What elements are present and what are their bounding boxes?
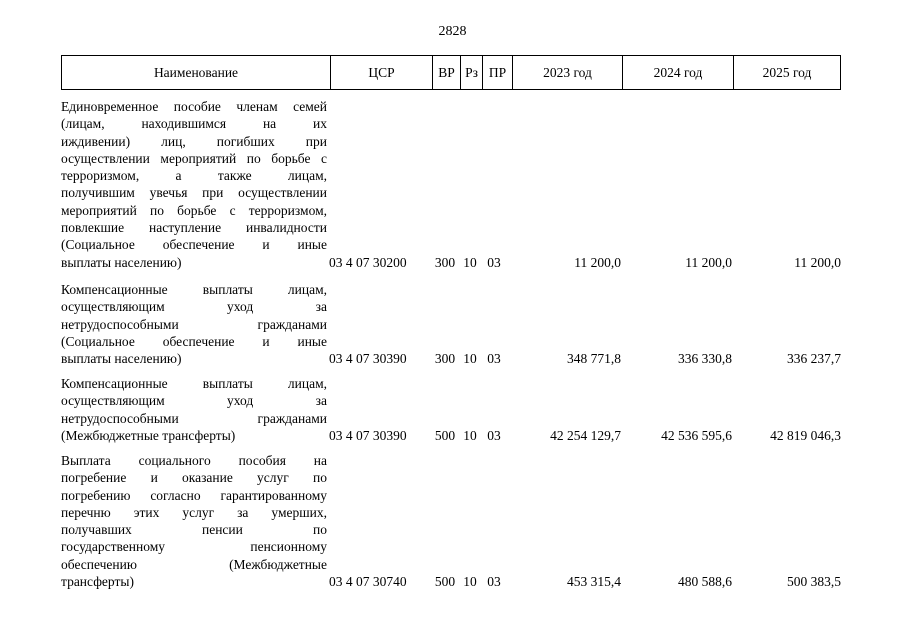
name-line: получившим увечья при осуществлении (61, 185, 327, 201)
cell-2025: 11 200,0 (794, 254, 841, 270)
cell-pr: 03 (487, 351, 501, 367)
header-pr: ПР (482, 56, 512, 89)
name-line: выплаты населению) (61, 254, 182, 270)
name-line: погребение и оказание услуг по (61, 470, 327, 486)
name-line: Единовременное пособие членам семей (61, 99, 327, 114)
cell-vr: 500 (434, 574, 456, 590)
row-name (61, 281, 327, 367)
page-number: 2828 (438, 24, 467, 39)
name-line: (лицам, находившимся на их (61, 116, 327, 132)
cell-rz: 10 (463, 427, 477, 443)
name-line: осуществляющим уход за (61, 393, 327, 409)
name-line: погребению согласно гарантированному (61, 487, 327, 503)
cell-vr: 300 (434, 351, 456, 367)
cell-2023: 11 200,0 (574, 254, 621, 270)
header-vr: ВР (432, 56, 460, 89)
name-line: (Межбюджетные трансферты) (61, 427, 236, 443)
row-name (61, 452, 327, 590)
row-name (61, 98, 327, 271)
name-line: иждивении) лиц, погибших при (61, 133, 327, 149)
name-line: выплаты населению) (61, 351, 182, 367)
header-2023: 2023 год (512, 56, 622, 89)
cell-vr: 300 (434, 254, 456, 270)
name-line: осуществлении мероприятий по борьбе с (61, 150, 327, 166)
name-line: государственному пенсионному (61, 539, 327, 555)
cell-2025: 500 383,5 (787, 574, 841, 590)
table-header (61, 55, 841, 90)
cell-2023: 453 315,4 (567, 574, 621, 590)
cell-2024: 42 536 595,6 (661, 427, 732, 443)
name-line: перечню этих услуг за умерших, (61, 504, 327, 520)
name-line: осуществляющим уход за (61, 299, 327, 315)
name-line: нетрудоспособными гражданами (61, 410, 327, 426)
name-line: Компенсационные выплаты лицам, (61, 282, 327, 297)
cell-2025: 42 819 046,3 (770, 427, 841, 443)
cell-pr: 03 (487, 254, 501, 270)
name-line: мероприятий по борьбе с терроризмом, (61, 202, 327, 218)
name-line: обеспечению (Межбюджетные (61, 556, 327, 572)
cell-vr: 500 (434, 427, 456, 443)
cell-csr: 03 4 07 30200 (329, 254, 407, 270)
header-name: Наименование (153, 65, 239, 80)
header-2024: 2024 год (622, 56, 733, 89)
cell-pr: 03 (487, 574, 501, 590)
cell-2024: 11 200,0 (685, 254, 732, 270)
cell-2023: 42 254 129,7 (550, 427, 621, 443)
cell-2025: 336 237,7 (787, 351, 841, 367)
cell-rz: 10 (463, 574, 477, 590)
header-rz: Рз (460, 56, 482, 89)
cell-rz: 10 (463, 351, 477, 367)
row-name (61, 375, 327, 444)
cell-rz: 10 (463, 254, 477, 270)
name-line: (Социальное обеспечение и иные (61, 237, 327, 253)
header-2025: 2025 год (733, 56, 840, 89)
name-line: нетрудоспособными гражданами (61, 316, 327, 332)
cell-2024: 336 330,8 (678, 351, 732, 367)
header-csr: ЦСР (330, 56, 432, 89)
cell-2023: 348 771,8 (567, 351, 621, 367)
name-line: (Социальное обеспечение и иные (61, 333, 327, 349)
cell-2024: 480 588,6 (678, 574, 732, 590)
name-line: терроризмом, а также лицам, (61, 168, 327, 184)
cell-pr: 03 (487, 427, 501, 443)
name-line: Компенсационные выплаты лицам, (61, 376, 327, 391)
name-line: получавших пенсии по (61, 522, 327, 538)
cell-csr: 03 4 07 30390 (329, 427, 407, 443)
cell-csr: 03 4 07 30390 (329, 351, 407, 367)
cell-csr: 03 4 07 30740 (329, 574, 407, 590)
name-line: трансферты) (61, 574, 134, 590)
name-line: Выплата социального пособия на (61, 453, 327, 468)
name-line: повлекшие наступление инвалидности (61, 220, 327, 236)
